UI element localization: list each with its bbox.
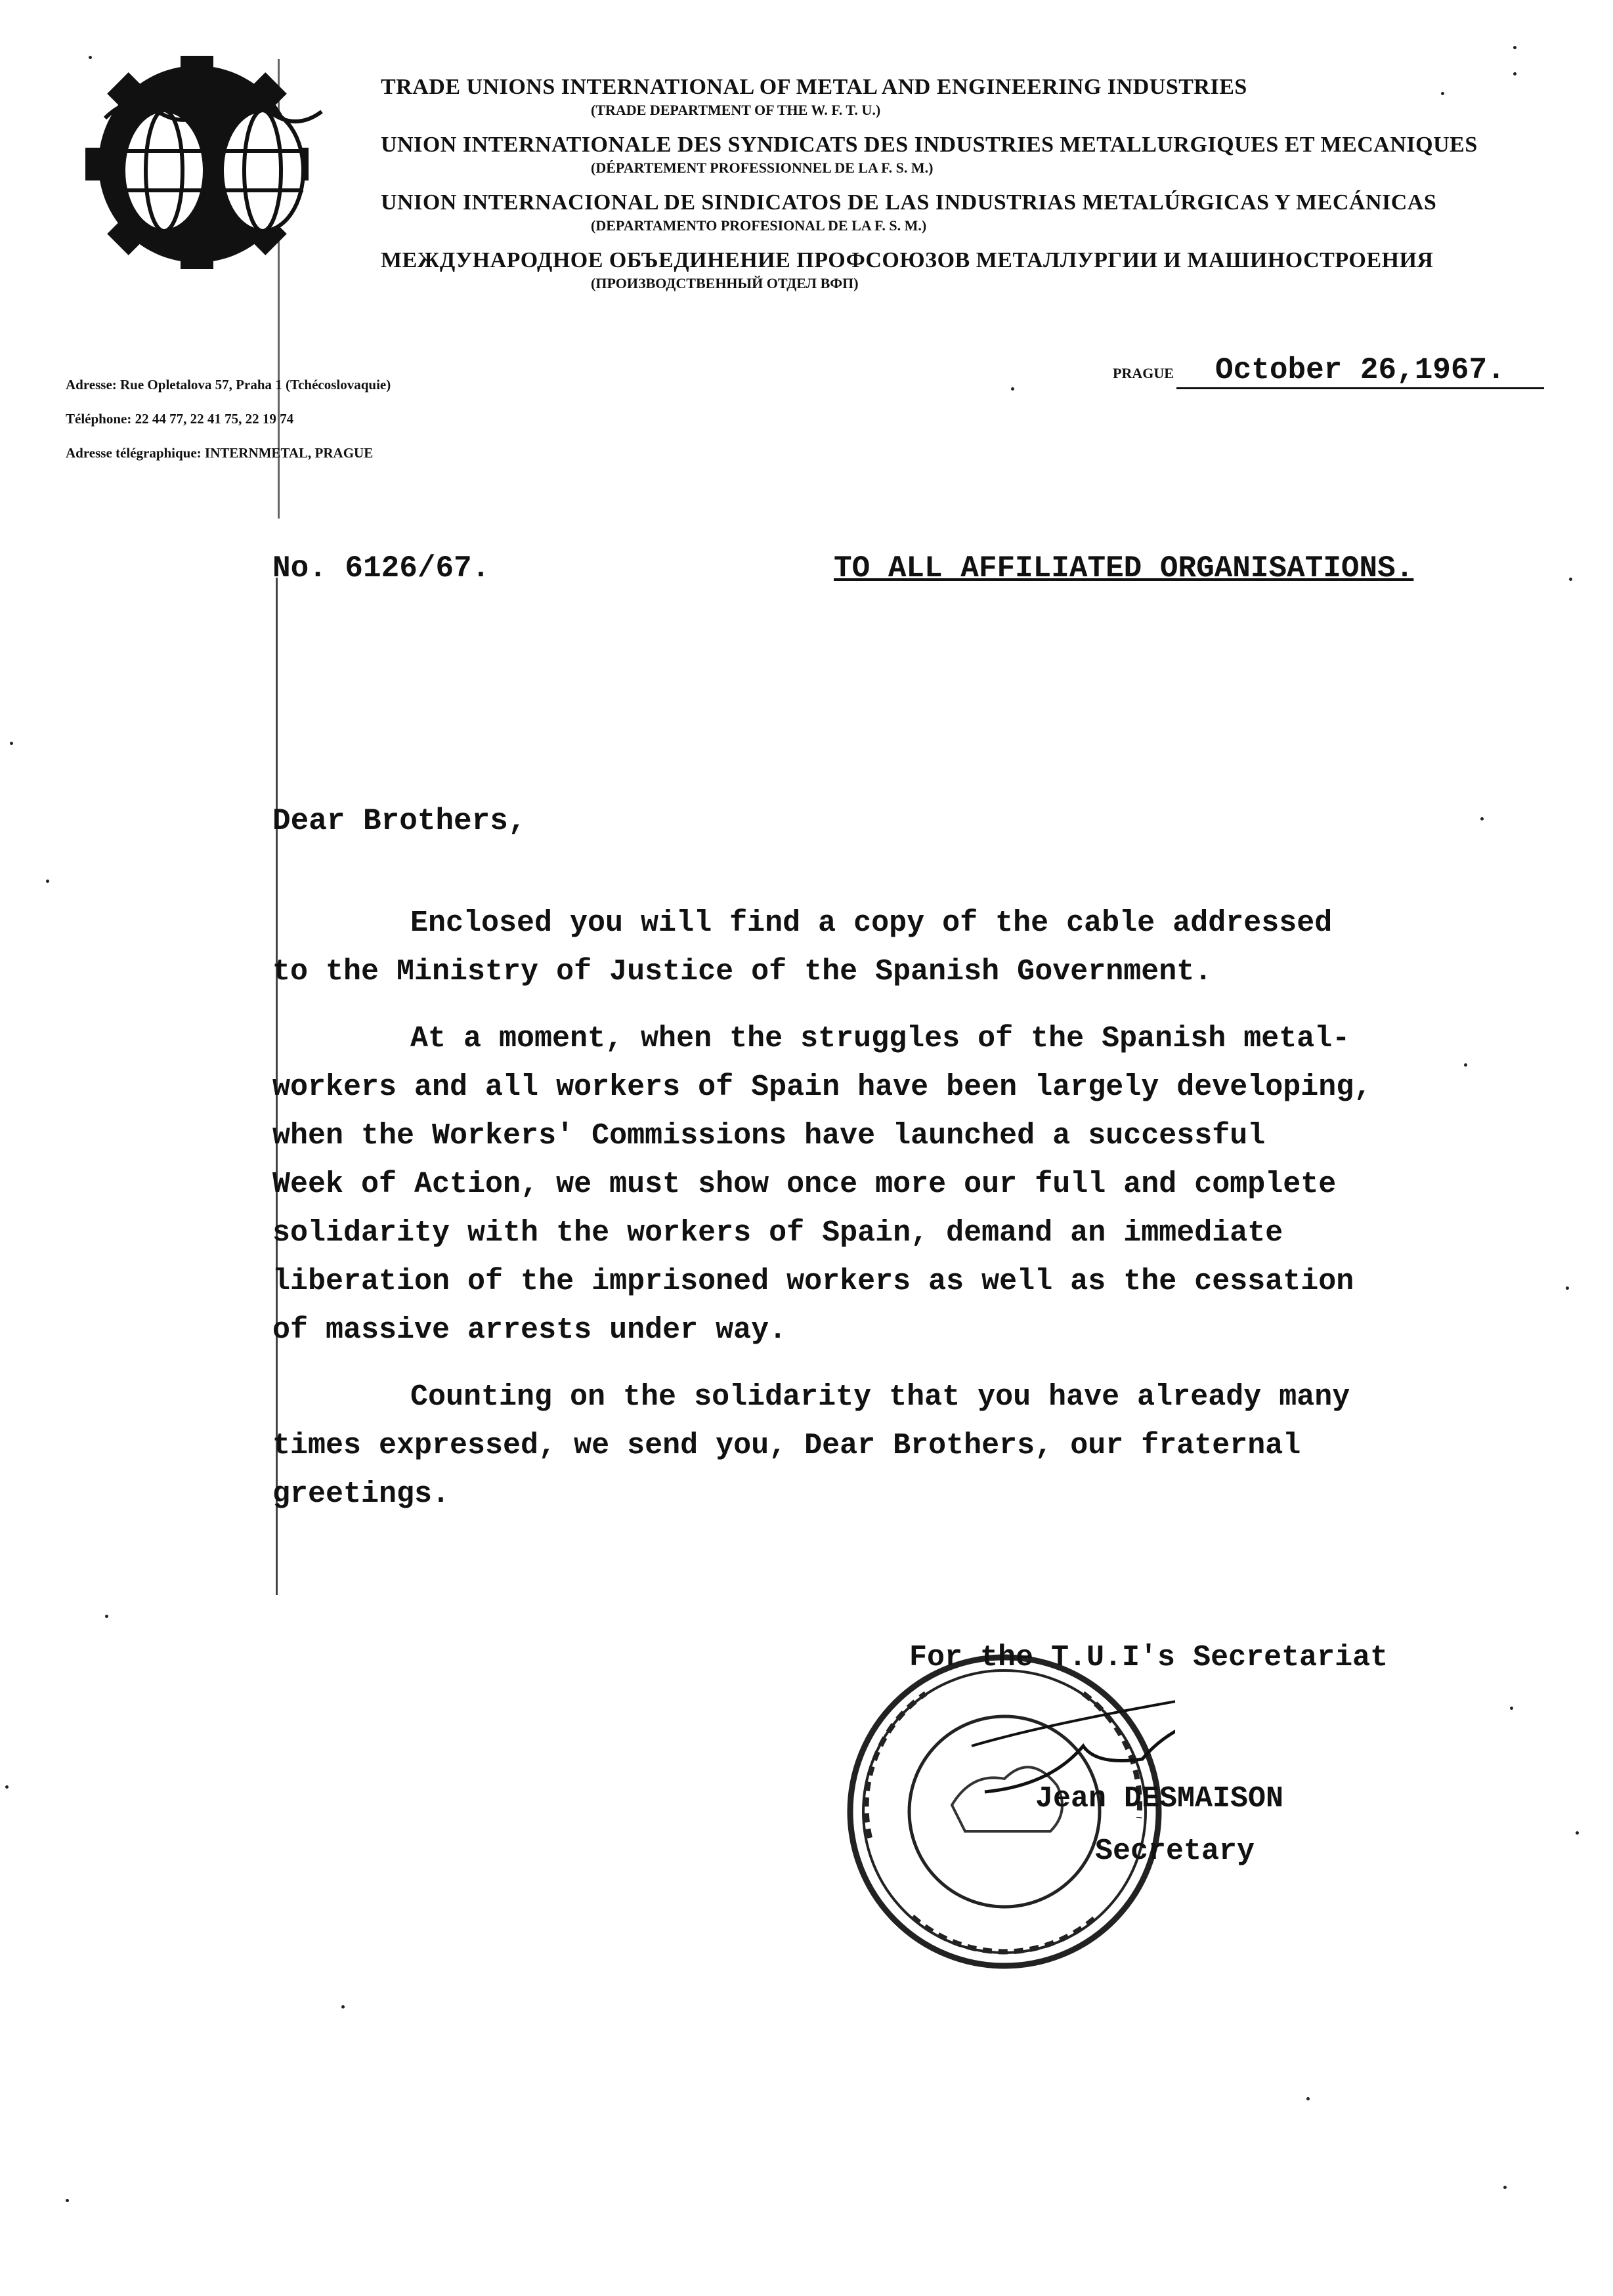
reference-number: No. 6126/67. (272, 551, 490, 585)
scan-speck (1566, 1286, 1569, 1290)
scan-speck (341, 2005, 345, 2009)
scan-speck (46, 880, 49, 883)
scan-speck (1503, 2186, 1507, 2189)
scan-speck (5, 1785, 9, 1789)
body-line: to the Ministry of Justice of the Spanish Government. (272, 955, 1213, 989)
letterhead (381, 74, 1576, 305)
signatory-title: Secretary (1095, 1835, 1255, 1868)
scan-speck (1576, 1831, 1579, 1835)
scan-speck (1011, 387, 1014, 391)
scan-speck (1480, 817, 1484, 820)
body-line: solidarity with the workers of Spain, demand an immediate (272, 1216, 1283, 1250)
scan-speck (66, 2199, 69, 2202)
paragraph (272, 899, 1507, 996)
scan-speck (1513, 46, 1516, 49)
place-label: PRAGUE (1113, 365, 1174, 381)
scan-speck (10, 742, 13, 745)
body-line: Counting on the solidarity that you have already many (410, 1380, 1350, 1414)
paragraph (272, 1373, 1507, 1519)
org-name-fr: UNION INTERNATIONALE DES SYNDICATS DES INDUSTRIES METALLURGIQUES ET MECANIQUES (381, 133, 1478, 157)
recipients-heading: TO ALL AFFILIATED ORGANISATIONS. (834, 551, 1414, 585)
dept-name-es: (DEPARTAMENTO PROFESIONAL DE LA F. S. M.) (591, 217, 927, 234)
date-line (1113, 353, 1544, 389)
org-name-es: UNION INTERNACIONAL DE SINDICATOS DE LAS INDUSTRIAS METALÚRGICAS Y MECÁNICAS (381, 190, 1437, 215)
scan-speck (1306, 2097, 1310, 2100)
address-block (66, 368, 391, 470)
signature-for-line: For the T.U.I's Secretariat (909, 1641, 1388, 1674)
paragraph (272, 1015, 1507, 1355)
scan-speck (105, 1615, 108, 1618)
body-line: Week of Action, we must show once more our full and complete (272, 1168, 1337, 1201)
body-line: Enclosed you will find a copy of the cable addressed (410, 906, 1333, 940)
body-line: At a moment, when the struggles of the Spanish metal- (410, 1022, 1350, 1055)
letter-date: October 26,1967. (1176, 353, 1544, 389)
org-name-en: TRADE UNIONS INTERNATIONAL OF METAL AND ENGINEERING INDUSTRIES (381, 75, 1247, 99)
telegraphic-address: Adresse télégraphique: INTERNMETAL, PRAGUE (66, 445, 374, 461)
org-name-ru: МЕЖДУНАРОДНОЕ ОБЪЕДИНЕНИЕ ПРОФСОЮЗОВ МЕТАЛЛУРГИИ И МАШИНОСТРОЕНИЯ (381, 248, 1434, 272)
dept-name-fr: (DÉPARTEMENT PROFESSIONNEL DE LA F. S. M.) (591, 159, 934, 176)
letter-body (272, 899, 1507, 1537)
body-line: times expressed, we send you, Dear Brothers, our fraternal (272, 1429, 1301, 1462)
scan-speck (1510, 1707, 1513, 1710)
dept-name-ru: (ПРОИЗВОДСТВЕННЫЙ ОТДЕЛ ВФП) (591, 275, 859, 291)
telephone: Téléphone: 22 44 77, 22 41 75, 22 19 74 (66, 411, 294, 427)
body-line: liberation of the imprisoned workers as well as the cessation (272, 1265, 1354, 1298)
body-line: workers and all workers of Spain have been largely developing, (272, 1071, 1372, 1104)
scan-speck (1569, 578, 1572, 581)
body-line: when the Workers' Commissions have launched a successful (272, 1119, 1266, 1153)
dept-name-en: (TRADE DEPARTMENT OF THE W. F. T. U.) (591, 102, 881, 118)
union-logo-icon (66, 53, 355, 269)
body-line: of massive arrests under way. (272, 1313, 787, 1347)
signatory-name: Jean DESMAISON (1035, 1782, 1284, 1816)
signature-block (834, 1621, 1490, 2015)
postal-address: Adresse: Rue Opletalova 57, Praha 1 (Tchécoslovaquie) (66, 377, 391, 393)
body-line: greetings. (272, 1478, 450, 1511)
salutation: Dear Brothers, (272, 804, 527, 838)
